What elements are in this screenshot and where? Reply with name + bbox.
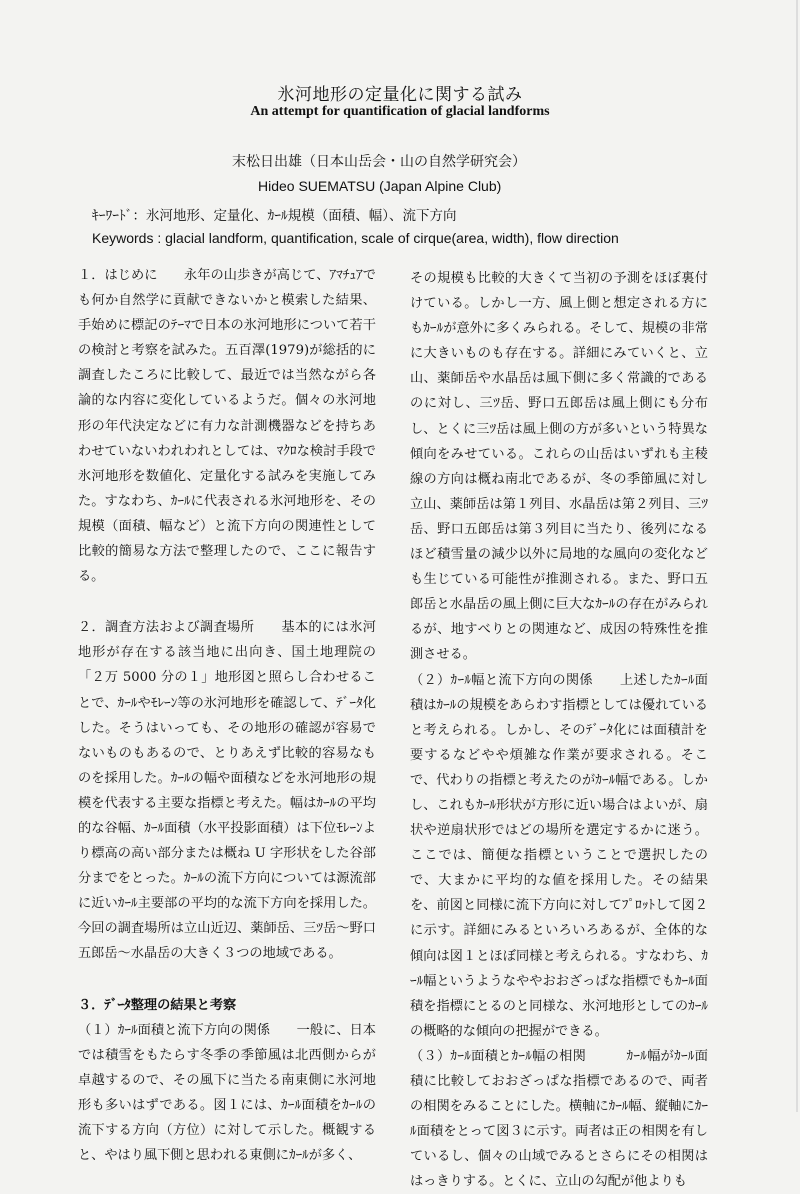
keywords-japanese: ｷｰﾜｰﾄﾞ：氷河地形、定量化、ｶｰﾙ規模（面積、幅）、流下方向 [92,208,457,224]
title-japanese: 氷河地形の定量化に関する試み [277,85,523,105]
left-column [78,263,376,1168]
keywords-english: Keywords : glacial landform, quantification, scale of cirque(area, width), flow direction [92,230,619,246]
author-japanese: 末松日出雄（日本山岳会・山の自然学研究会） [232,154,526,170]
title-english: An attempt for quantification of glacial landforms [250,104,550,119]
results-paragraph-1: （１）ｶｰﾙ面積と流下方向の関係 一般に、日本では積雪をもたらす冬季の季節風は北西側からが卓越するので、その風下に当たる南東側に氷河地形も多いはずである。図１には、ｶｰﾙ面積をｶｰﾙの流下する方向（方位）に対して示した。概観すると、やはり風下側と思われる東側にｶｰﾙが多く、 [78,1022,376,1164]
methods-paragraph: ２．調査方法および調査場所 基本的には氷河地形が存在する該当地に出向き、国土地理院の「２万 5000 分の１」地形図と照らし合わせることで、ｶｰﾙやﾓﾚｰﾝ等の氷河地形を確認して、ﾃﾞｰﾀ化した。そうはいっても、その地形の確認が容易でないものもあるので、とりあえず比較的容易なものを採用した。ｶｰﾙの幅や面積などを氷河地形の規模を代表する主要な指標と考えた。幅はｶｰﾙの平均的な谷幅、ｶｰﾙ面積（水平投影面積）は下位ﾓﾚｰﾝより標高の高い部分または概ね U 字形状をした谷部分までをとった。ｶｰﾙの流下方向については源流部に近いｶｰﾙ主要部の平均的な流下方向を採用した。今回の調査場所は立山近辺、薬師岳、三ﾂ岳～野口五郎岳～水晶岳の大きく３つの地域である。 [78,620,376,962]
results-heading: ３．ﾃﾞｰﾀ整理の結果と考察 [78,997,237,1013]
results-paragraph-1-continued: その規模も比較的大きくて当初の予測をほぼ裏付けている。しかし一方、風上側と想定される方にもｶｰﾙが意外に多くみられる。そして、規模の非常に大きいものも存在する。詳細にみていくと、立山、薬師岳や水晶岳は風下側に多く常識的であるのに対し、三ﾂ岳、野口五郎岳は風上側にも分布し、とくに三ﾂ岳は風上側の方が多いという特異な傾向をみせている。これらの山岳はいずれも主稜線の方向は概ね南北であるが、冬の季節風に対し立山、薬師岳は第１列目、水晶岳は第２列目、三ﾂ岳、野口五郎岳は第３列目に当たり、後列になるほど積雪量の減少以外に局地的な風向の変化なども生じている可能性が推測される。また、野口五郎岳と水晶岳の風上側に巨大なｶｰﾙの存在がみられるが、地すべりとの関連など、成因の特殊性を推測させる。 [410,271,708,663]
author-english: Hideo SUEMATSU (Japan Alpine Club) [258,178,502,194]
scan-edge-line [796,0,798,1112]
results-paragraph-2: （２）ｶｰﾙ幅と流下方向の関係 上述したｶｰﾙ面積はｶｰﾙの規模をあらわす指標としては優れていると考えられる。しかし、そのﾃﾞｰﾀ化には面積計を要するなどやや煩雑な作業が要求される。そこで、代わりの指標と考えたのがｶｰﾙ幅である。しかし、これもｶｰﾙ形状が方形に近い場合はよいが、扇状や逆扇状形ではどの場所を選定するかに迷う。ここでは、簡便な指標ということで選択したので、大まかに平均的な値を採用した。その結果を、前図と同様に流下方向に対してﾌﾟﾛｯﾄして図２に示す。詳細にみるといろいろあるが、全体的な傾向は図１とほぼ同様と考えられる。すなわち、ｶｰﾙ幅というようなややおおざっぱな指標でもｶｰﾙ面積を指標にとるのと同様な、氷河地形としてのｶｰﾙの概略的な傾向の把握ができる。 [410,672,708,1039]
right-column [410,266,708,1194]
intro-paragraph: １．はじめに 永年の山歩きが高じて、ｱﾏﾁｭｱでも何か自然学に貢献できないかと模索した結果、手始めに標記のﾃｰﾏで日本の氷河地形について若干の検討と考察を試みた。五百澤(1979)が総括的に調査したころに比較して、最近では当然ながら各論的な内容に変化しているようだ。個々の氷河地形の年代決定などに有力な計測機器などを持ちあわせていないわれわれとしては、ﾏｸﾛな検討手段で氷河地形を数値化、定量化する試みを実施してみた。すなわち、ｶｰﾙに代表される氷河地形を、その規模（面積、幅など）と流下方向の関連性として比較的簡易な方法で整理したので、ここに報告する。 [78,268,376,585]
results-paragraph-3: （３）ｶｰﾙ面積とｶｰﾙ幅の相関 ｶｰﾙ幅がｶｰﾙ面積に比較しておおざっぱな指標であるので、両者の相関をみることにした。横軸にｶｰﾙ幅、縦軸にｶｰﾙ面積をとって図３に示す。両者は正の相関を有しているし、個々の山域でみるとさらにその相関ははっきりする。とくに、立山の勾配が他よりも [410,1048,708,1190]
